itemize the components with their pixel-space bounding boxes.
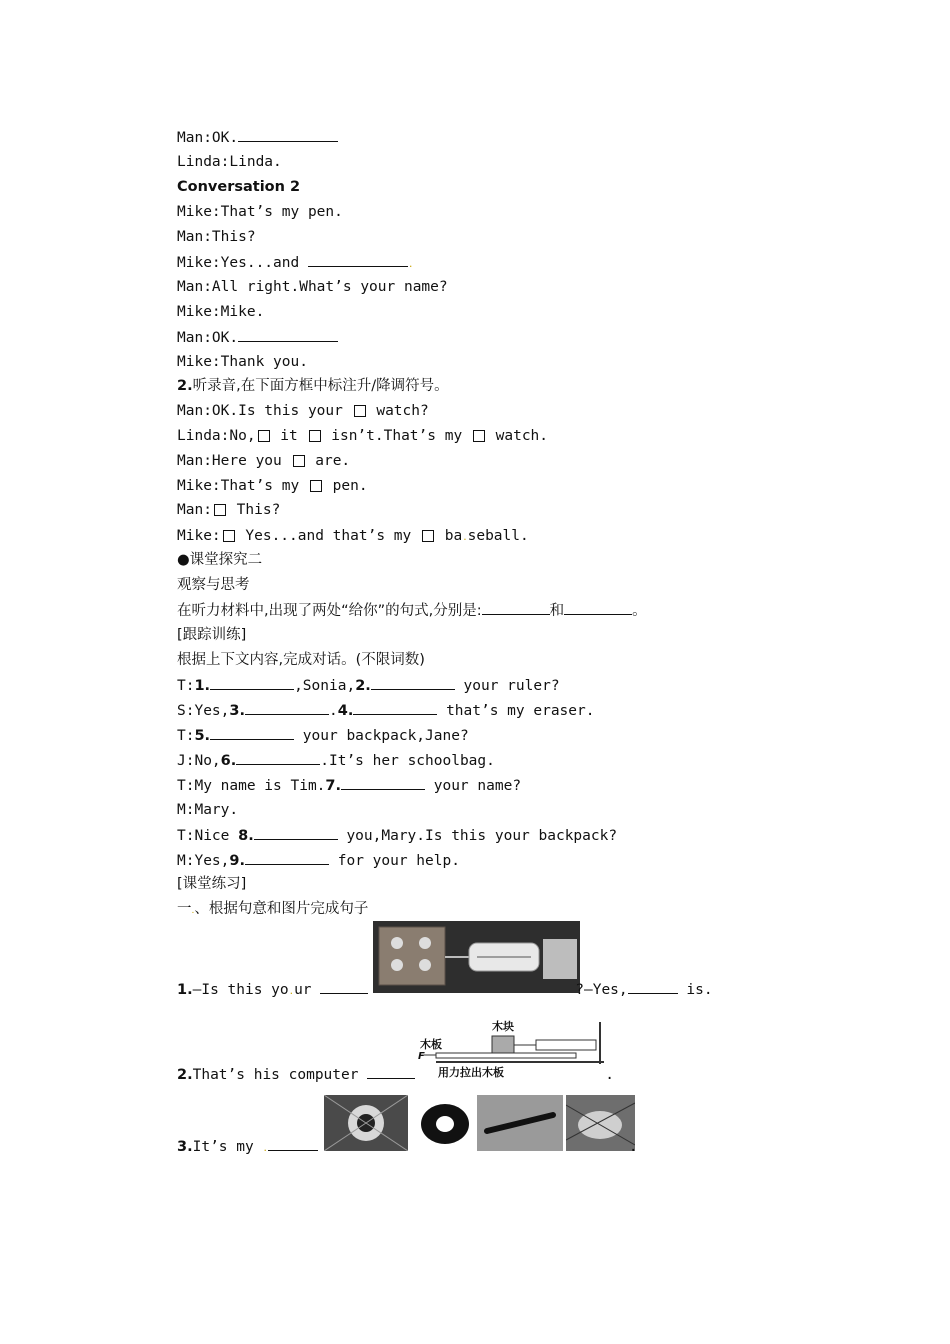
task2-line-c: Man:Here you are. [177, 453, 351, 469]
tracking-line-4: J:No,6. .It’s her schoolbag. [177, 750, 495, 771]
conv2-line-3: Mike:Yes...and . [177, 252, 413, 275]
tracking-line-8: M:Yes,9. for your help. [177, 850, 460, 871]
answer-blank[interactable] [236, 750, 320, 765]
intonation-box[interactable] [258, 430, 270, 442]
task2-line-b: Linda:No, it isn’t.That’s my watch. [177, 428, 549, 444]
line-man-ok-1: Man:OK. [177, 127, 338, 148]
practice-q2: 2.That’s his computer . [177, 1064, 614, 1085]
task2-instruction: 2.听录音,在下面方框中标注升/降调符号。 [177, 378, 449, 394]
board-label: 木板 [420, 1038, 442, 1051]
explore2-subheading: 观察与思考 [177, 577, 250, 593]
answer-blank[interactable] [308, 252, 408, 267]
block-label: 木块 [492, 1020, 514, 1033]
tracking-line-1: T:1. ,Sonia,2. your ruler? [177, 675, 560, 696]
tracking-line-6: M:Mary. [177, 802, 239, 818]
answer-blank[interactable] [254, 825, 338, 840]
task2-line-f: Mike: Yes...and that’s my ba.seball. [177, 528, 529, 544]
task2-line-e: Man: This? [177, 502, 281, 518]
conv2-line-2: Man:This? [177, 229, 256, 245]
conv2-line-7: Mike:Thank you. [177, 354, 308, 370]
intonation-box[interactable] [354, 405, 366, 417]
answer-blank[interactable] [564, 600, 632, 615]
conv2-line-6: Man:OK. [177, 327, 338, 348]
tracking-line-5: T:My name is Tim.7. your name? [177, 775, 521, 796]
intonation-box[interactable] [473, 430, 485, 442]
conv2-line-1: Mike:That’s my pen. [177, 204, 343, 220]
answer-blank[interactable] [238, 327, 338, 342]
intonation-box[interactable] [309, 430, 321, 442]
tracking-line-3: T:5. your backpack,Jane? [177, 725, 469, 746]
intonation-box[interactable] [310, 480, 322, 492]
intonation-box[interactable] [223, 530, 235, 542]
tracking-line-7: T:Nice 8. you,Mary.Is this your backpack? [177, 825, 617, 846]
task2-line-d: Mike:That’s my pen. [177, 478, 368, 494]
practice-part1-heading: 一.、根据句意和图片完成句子 [177, 901, 369, 917]
practice-q1: 1.—Is this yo.ur ?—Yes, is. [177, 979, 713, 1002]
practice-q3: 3.It’s my . . [177, 1136, 638, 1159]
tracking-heading: [跟踪训练] [177, 627, 247, 643]
answer-blank[interactable] [628, 979, 678, 994]
answer-blank[interactable] [371, 675, 455, 690]
answer-blank[interactable] [320, 979, 368, 994]
answer-blank[interactable] [238, 127, 338, 142]
answer-blank[interactable] [367, 1064, 415, 1079]
line-linda: Linda:Linda. [177, 154, 282, 170]
answer-blank[interactable] [210, 675, 294, 690]
answer-blank[interactable] [268, 1136, 318, 1151]
intonation-box[interactable] [214, 504, 226, 516]
force-label: F [418, 1051, 425, 1062]
explore2-heading: ●课堂探究二 [177, 552, 263, 568]
answer-blank[interactable] [341, 775, 425, 790]
answer-blank[interactable] [353, 700, 437, 715]
explore2-question: 在听力材料中,出现了两处“给你”的句式,分别是: 和 。 [177, 600, 647, 621]
answer-blank[interactable] [245, 850, 329, 865]
intonation-box[interactable] [422, 530, 434, 542]
conv2-line-4: Man:All right.What’s your name? [177, 279, 448, 295]
answer-blank[interactable] [210, 725, 294, 740]
tracking-line-2: S:Yes,3. .4. that’s my eraser. [177, 700, 594, 721]
conversation-2-title: Conversation 2 [177, 179, 301, 195]
answer-blank[interactable] [245, 700, 329, 715]
diagram-caption: 用力拉出木板 [438, 1066, 504, 1079]
answer-blank[interactable] [482, 600, 550, 615]
conv2-line-5: Mike:Mike. [177, 304, 265, 320]
tracking-instruction: 根据上下文内容,完成对话。(不限词数) [177, 652, 425, 668]
task2-line-a: Man:OK.Is this your watch? [177, 403, 429, 419]
intonation-box[interactable] [293, 455, 305, 467]
practice-heading: [课堂练习] [177, 876, 247, 892]
